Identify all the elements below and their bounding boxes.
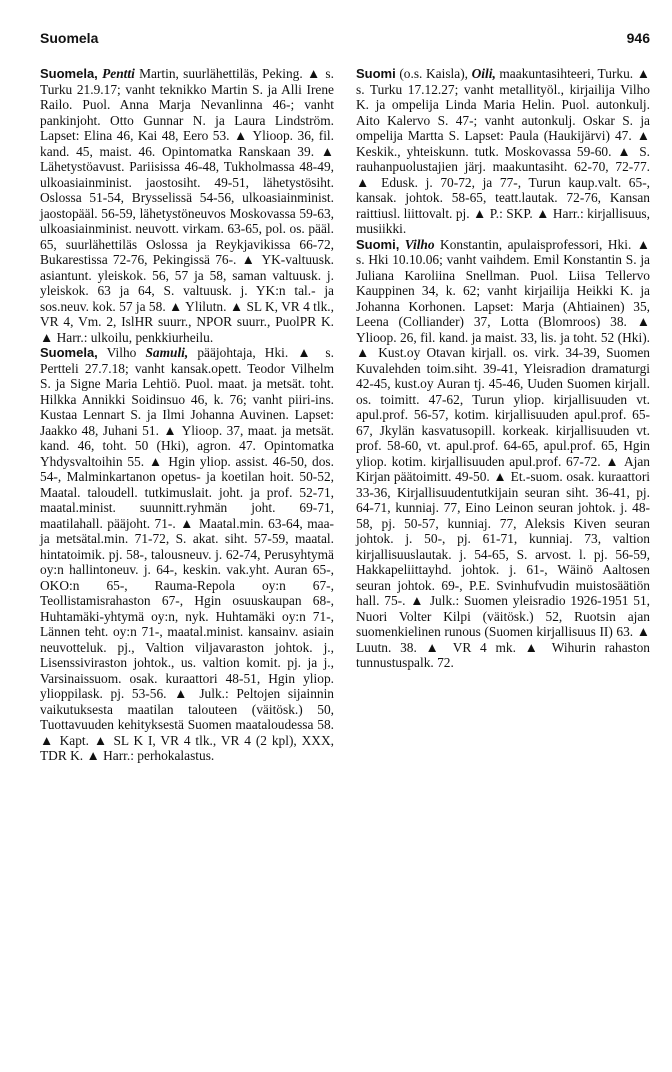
- entry-pre-given: Vilho: [97, 345, 146, 360]
- page-number: 946: [626, 30, 650, 46]
- entry-samuli-suomela: [40, 345, 334, 764]
- running-head: Suomela: [40, 30, 99, 46]
- entry-pre-given: (o.s. Kaisla),: [395, 66, 472, 81]
- right-column: [356, 66, 650, 671]
- entry-given-name: Oili,: [471, 66, 496, 81]
- entry-text: pääjohtaja, Hki. ▲ s. Pertteli 27.7.18; vanht kansak.opett. Teodor Vilhelm S. ja Signe Maria Lehtiö. Puol. maat. ja metsät. toht. Hilkka Annikki Soidinsuo 46, k. 76; vanht piiri-ins. Kustaa Lennart S. ja Ilmi Johanna Auvinen. Lapset: Jaakko 48, Juhani 51. ▲ Ylioop. 37, maat. ja metsät. kand. 46, toht. 50 (Hki), agron. 47. Opintomatka Yhdysvaltoihin 55. ▲ Hgin yliop. assist. 46-50, dos. 54-, Malminkartanon opetus- ja koetilan hoit. 50-52, Maatal. taloudell. tutkimuslait. joht. ja prof. 52-71, maatal.minist. suunnitt.ryhmän joht. 69-71, maatilahall. pääjoht. 71-. ▲ Maatal.min. 63-64, maa- ja metsätal.min. 71-72, S. akat. siht. 57-59, maatal. hintatoimik. pj. 58-, talousneuv. j. 62-74, Perusyhtymä oy:n hallintoneuv. j. 64-, keskin. vak.yht. Auran 65-, OKO:n 65-, Rauma-Repola oy:n 67-, Teollistamisrahaston 67-, Hgin osuuskaupan 68-, Huhtamäki-yhtymä oy:n, nyk. Huhtamäki oy:n 71-, Lännen teht. oy:n 71-, maatal.minist. kansainv. asiain neuvotteluk. pj., Valtion viljavaraston johtok. j., Lisenssiviraston johtok., us. valtion komit. pj. ja j., Varsinaissuom. osak. kuraattori 48-51, Hgin yliop. ylioppilask. pj. 53-56. ▲ Julk.: Peltojen sijainnin vaikutuksesta maatilan talouteen (väitösk.) 50, Tuottavuuden kehityksestä Suomen maataloudessa 58. ▲ Kapt. ▲ SL K I, VR 4 tlk., VR 4 (2 kpl), XXX, TDR K. ▲ Harr.: perhokalastus.: [40, 345, 334, 763]
- entry-text: Martin, suurlähettiläs, Peking. ▲ s. Turku 21.9.17; vanht teknikko Martin S. ja Alli Irene Railo. Puol. Anna Marja Nevanlinna 46-; vanht pankinjoht. Otto Gunnar N. ja Laura Lindström. Lapset: Elina 46, Kai 48, Eero 53. ▲ Ylioop. 36, fil. kand. 45, maist. 46. Opintomatka Ranskaan 39. ▲ Lähetystöavust. Pariisissa 46-48, Tukholmassa 48-49, ulkoasiainminist. jaostosiht. 49-51, lähetystösiht. Oslossa 51-54, Brysselissä 54-56, ulkoasiainminist. jaostopääl. 56-59, lähetystöneuvos Moskovassa 59-63, ulkoasiainminist. neuvott. virkam. 63-65, pol. os. pääl. 65, suurlähettiläs Oslossa ja Reykjavikissa 66-72, Bukarestissa 72-76, Pekingissä 76-. ▲ YK-valtuusk. asiantunt. yleiskok. 56, 57 ja 58, saman valtuusk. j. yleiskok. 63 ja 64, S. valtuusk. j. YK:n tal.- ja sos.neuv. kok. 57 ja 58. ▲ Ylilutn. ▲ SL K, VR 4 tlk., VR 4, Vm. 2, IslHR suurr., NPOR suurr., PuolPR K. ▲ Harr.: ulkoilu, penkkiurheilu.: [40, 66, 334, 345]
- entry-surname: Suomi: [356, 66, 396, 81]
- entry-oili-suomi: [356, 66, 650, 237]
- entry-pentti-suomela: [40, 66, 334, 345]
- entry-surname: Suomela,: [40, 66, 98, 81]
- left-column: [40, 66, 334, 764]
- entry-given-name: Vilho: [404, 236, 435, 252]
- entry-text: maakuntasihteeri, Turku. ▲ s. Turku 17.12.27; vanht metallityöl., kirjailija Vilho K. ja ompelija Linda Maria Helin. Puol. autonkulj. Aito Kalervo S. 47-; vanht autonkulj. Oskar S. ja ompelija Martta S. Lapset: Paula (Haukijärvi) 47. ▲ Keskik., yhteiskunn. tutk. Moskovassa 59-60. ▲ S. rauhanpuolustajien järj. maakuntasiht. 62-70, 72-77. ▲ Edusk. j. 70-72, ja 77-, Turun kaup.valt. 65-, kansak. johtok. 58-65, teatt.lautak. 72-76, Kansan raittiusl. liittovalt. pj. ▲ P.: SKP. ▲ Harr.: kirjallisuus, musiikki.: [356, 66, 651, 236]
- entry-surname: Suomela,: [40, 345, 98, 360]
- entry-vilho-suomi: [356, 237, 650, 671]
- entry-surname: Suomi,: [356, 236, 400, 252]
- entry-text: Konstantin, apulaisprofessori, Hki. ▲ s. Hki 10.10.06; vanht vaihdem. Emil Konstantin S. ja Juliana Karoliina Snellman. Puol. Liisa Tellervo Kauppinen 34, k. 62; vanht kirjailija Heikki K. ja Johanna Korhonen. Lapset: Marja (Ahtiainen) 35, Leena (Colliander) 37, Lotta (Blomroos) 38. ▲ Ylioop. 26, fil. kand. ja maist. 33, lis. ja toht. 52 (Hki). ▲ Kust.oy Otavan kirjall. os. virk. 34-39, Suomen Kuvalehden toim.siht. 39-41, Yleisradion dramaturgi 42-45, kust.oy Auran tj. 45-46, Uuden Suomen kirjall. os. toimitt. 47-62, Turun yliop. kirjallisuuden vt. apul.prof. 56-57, kotim. kirjallisuuden apul.prof. 65-67, Jkylän kasvatusopill. korkeak. kirjallisuuden vt. prof. 58-60, vt. apul.prof. 64-65, apul.prof. 65, Hgin yliop. kotim. kirjallisuuden apul.prof. 67-72. ▲ Ajan Kirjan päätoimitt. 49-50. ▲ Et.-suom. osak. kuraattori 33-36, Kirjallisuudentutkijain seuran siht. 36-41, pj. 64-71, kunniaj. 77, Eino Leinon seuran johtok. j. 48-58, pj. 50-57, kunniaj. 77, Aleksis Kiven seuran johtok. j. 50-, pj. 61-71, kunniaj. 73, valtion kirjallisuuslautak. j. 54-65, S. arvost. l. pj. 56-59, Hakkapeliittayhd. johtok. j. 61-, Wäinö Aaltosen seuran johtok. 69-, P.E. Svinhufvudin muistosäätiön hall. 75-. ▲ Julk.: Suomen yleisradio 1926-1951 51, Nuori Volter Kilpi (väitösk.) 52, Ruotsin ajan suomenkielinen runous (Suomen kirjallisuus II) 63. ▲ Luutn. 38. ▲ VR 4 mk. ▲ Wihurin rahaston tunnustuspalk. 72.: [356, 236, 650, 670]
- entry-given-name: Pentti: [102, 66, 135, 81]
- page-header: [40, 30, 650, 50]
- entry-given-name: Samuli,: [145, 345, 189, 360]
